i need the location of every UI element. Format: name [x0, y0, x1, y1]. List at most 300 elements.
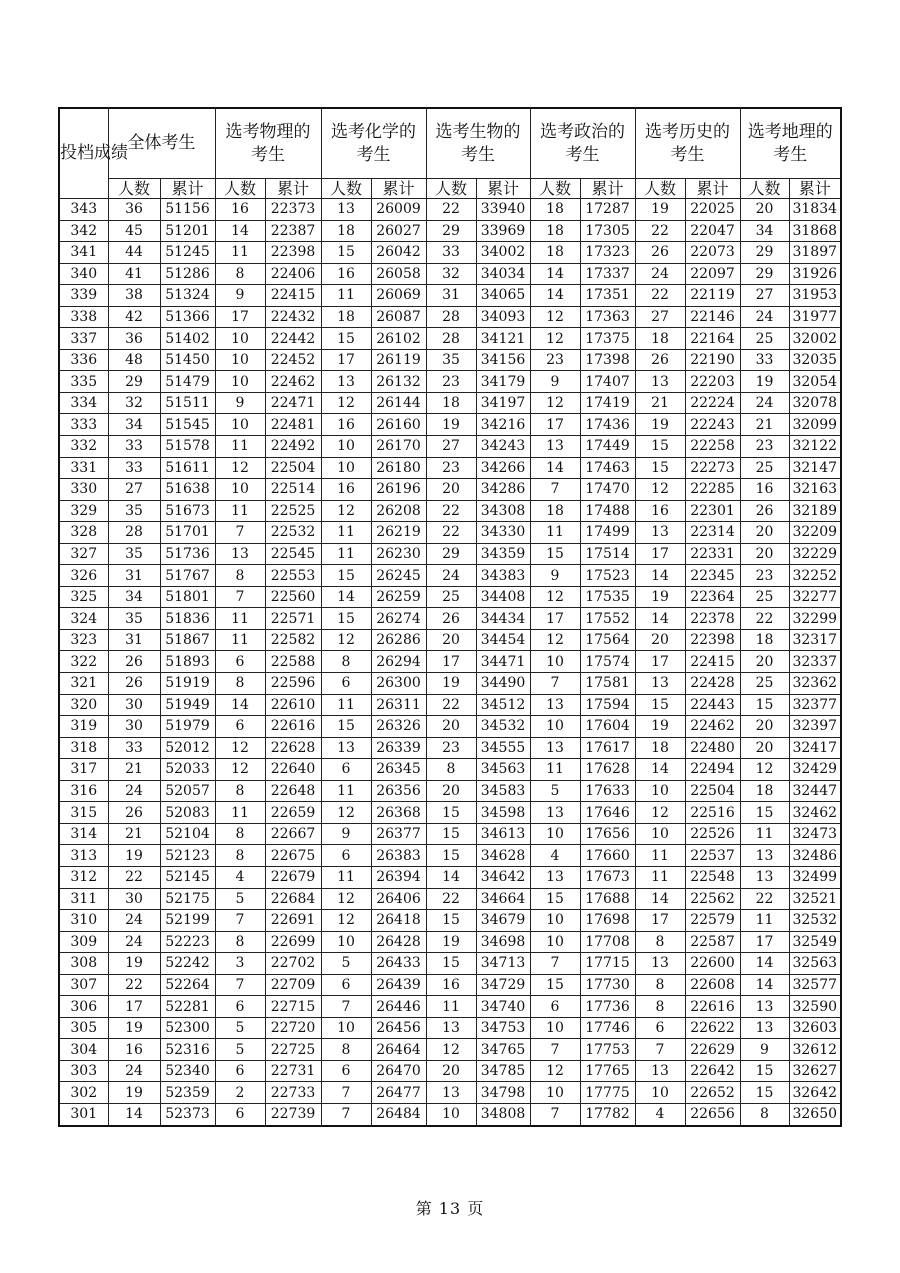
score-cell: 308: [59, 953, 108, 975]
count-cell: 17: [108, 996, 160, 1018]
count-cell: 17: [635, 910, 685, 932]
cumulative-cell: 26259: [371, 586, 426, 608]
count-cell: 15: [321, 328, 371, 350]
count-cell: 25: [740, 328, 789, 350]
table-row: [59, 392, 841, 414]
cumulative-cell: 22652: [685, 1082, 740, 1104]
cumulative-cell: 32549: [789, 931, 841, 953]
cumulative-cell: 52281: [160, 996, 215, 1018]
score-cell: 331: [59, 457, 108, 479]
cumulative-cell: 32163: [789, 479, 841, 501]
count-cell: 7: [321, 1103, 371, 1125]
count-cell: 17: [215, 306, 265, 328]
count-cell: 10: [215, 414, 265, 436]
cumulative-cell: 17337: [580, 263, 635, 285]
cumulative-cell: 26394: [371, 866, 426, 888]
count-cell: 24: [108, 910, 160, 932]
count-cell: 11: [426, 996, 476, 1018]
count-cell: 12: [321, 888, 371, 910]
count-cell: 13: [321, 199, 371, 221]
cumulative-cell: 17470: [580, 479, 635, 501]
count-cell: 20: [740, 522, 789, 544]
count-cell: 10: [321, 1017, 371, 1039]
cumulative-cell: 22699: [265, 931, 321, 953]
cumulative-cell: 17499: [580, 522, 635, 544]
cumulative-cell: 52300: [160, 1017, 215, 1039]
cumulative-cell: 22560: [265, 586, 321, 608]
score-cell: 321: [59, 673, 108, 695]
count-cell: 5: [215, 1017, 265, 1039]
cumulative-cell: 22553: [265, 565, 321, 587]
cumulative-cell: 22480: [685, 737, 740, 759]
cumulative-cell: 26245: [371, 565, 426, 587]
cumulative-cell: 34740: [476, 996, 530, 1018]
cumulative-cell: 22442: [265, 328, 321, 350]
cumulative-cell: 31977: [789, 306, 841, 328]
cumulative-cell: 22733: [265, 1082, 321, 1104]
count-cell: 29: [426, 543, 476, 565]
header-row-sublabels: [59, 179, 841, 199]
group-title: 选考历史的考生: [645, 121, 730, 165]
count-cell: 7: [530, 479, 580, 501]
cumulative-cell: 32590: [789, 996, 841, 1018]
cumulative-cell: 26042: [371, 242, 426, 264]
cumulative-cell: 17656: [580, 823, 635, 845]
cumulative-cell: 52145: [160, 866, 215, 888]
table-row: [59, 522, 841, 544]
cumulative-cell: 17673: [580, 866, 635, 888]
count-cell: 11: [740, 823, 789, 845]
count-cell: 12: [530, 306, 580, 328]
cumulative-cell: 34753: [476, 1017, 530, 1039]
count-cell: 11: [321, 780, 371, 802]
cumulative-cell: 22739: [265, 1103, 321, 1125]
cumulative-header: 累计: [160, 179, 215, 199]
table-row: [59, 866, 841, 888]
count-cell: 23: [740, 436, 789, 458]
count-cell: 29: [740, 242, 789, 264]
count-cell: 33: [108, 737, 160, 759]
count-cell: 36: [108, 328, 160, 350]
table-row: [59, 629, 841, 651]
score-cell: 323: [59, 629, 108, 651]
count-cell: 19: [635, 716, 685, 738]
cumulative-cell: 26069: [371, 285, 426, 307]
count-cell: 19: [108, 953, 160, 975]
cumulative-cell: 52104: [160, 823, 215, 845]
cumulative-cell: 26383: [371, 845, 426, 867]
cumulative-cell: 34765: [476, 1039, 530, 1061]
count-cell: 11: [321, 285, 371, 307]
count-cell: 8: [215, 931, 265, 953]
count-cell: 4: [635, 1103, 685, 1125]
cumulative-cell: 17564: [580, 629, 635, 651]
count-cell: 10: [530, 1017, 580, 1039]
count-cell: 24: [740, 306, 789, 328]
cumulative-cell: 22285: [685, 479, 740, 501]
cumulative-cell: 51511: [160, 392, 215, 414]
count-cell: 42: [108, 306, 160, 328]
count-cell: 15: [426, 802, 476, 824]
cumulative-cell: 17287: [580, 199, 635, 221]
count-cell: 13: [740, 1017, 789, 1039]
table-row: [59, 694, 841, 716]
count-cell: 10: [321, 436, 371, 458]
cumulative-cell: 22537: [685, 845, 740, 867]
score-cell: 330: [59, 479, 108, 501]
cumulative-cell: 22243: [685, 414, 740, 436]
count-cell: 10: [321, 457, 371, 479]
count-cell: 25: [426, 586, 476, 608]
cumulative-cell: 22628: [265, 737, 321, 759]
cumulative-cell: 32486: [789, 845, 841, 867]
cumulative-cell: 26027: [371, 220, 426, 242]
cumulative-cell: 22428: [685, 673, 740, 695]
count-cell: 15: [635, 457, 685, 479]
cumulative-cell: 22452: [265, 349, 321, 371]
cumulative-cell: 34471: [476, 651, 530, 673]
score-cell: 320: [59, 694, 108, 716]
count-cell: 11: [215, 802, 265, 824]
count-cell: 24: [108, 931, 160, 953]
count-cell: 22: [426, 500, 476, 522]
count-cell: 35: [426, 349, 476, 371]
count-cell: 20: [426, 1060, 476, 1082]
score-cell: 329: [59, 500, 108, 522]
count-cell: 8: [321, 651, 371, 673]
count-cell: 15: [321, 242, 371, 264]
score-cell: 309: [59, 931, 108, 953]
count-cell: 38: [108, 285, 160, 307]
count-cell: 12: [321, 392, 371, 414]
count-cell: 10: [530, 716, 580, 738]
cumulative-cell: 22471: [265, 392, 321, 414]
count-cell: 26: [108, 651, 160, 673]
cumulative-cell: 22345: [685, 565, 740, 587]
count-cell: 8: [215, 845, 265, 867]
count-cell: 10: [215, 479, 265, 501]
count-cell: 22: [635, 220, 685, 242]
count-cell: 26: [426, 608, 476, 630]
table-row: [59, 673, 841, 695]
cumulative-cell: 17753: [580, 1039, 635, 1061]
count-cell: 11: [635, 845, 685, 867]
count-cell: 19: [426, 931, 476, 953]
cumulative-cell: 51736: [160, 543, 215, 565]
cumulative-cell: 34308: [476, 500, 530, 522]
cumulative-cell: 17633: [580, 780, 635, 802]
count-header: 人数: [635, 179, 685, 199]
cumulative-cell: 22656: [685, 1103, 740, 1125]
cumulative-cell: 22119: [685, 285, 740, 307]
count-cell: 15: [530, 888, 580, 910]
cumulative-cell: 17660: [580, 845, 635, 867]
count-cell: 23: [426, 737, 476, 759]
cumulative-cell: 51245: [160, 242, 215, 264]
cumulative-cell: 26456: [371, 1017, 426, 1039]
cumulative-cell: 34454: [476, 629, 530, 651]
count-header: 人数: [740, 179, 789, 199]
table-row: [59, 823, 841, 845]
cumulative-cell: 26464: [371, 1039, 426, 1061]
cumulative-cell: 22462: [685, 716, 740, 738]
count-cell: 16: [635, 500, 685, 522]
cumulative-cell: 32499: [789, 866, 841, 888]
count-cell: 13: [635, 953, 685, 975]
cumulative-header: 累计: [685, 179, 740, 199]
group-header-politics: [530, 108, 635, 179]
score-cell: 303: [59, 1060, 108, 1082]
cumulative-cell: 26439: [371, 974, 426, 996]
count-cell: 10: [635, 780, 685, 802]
count-cell: 8: [635, 931, 685, 953]
cumulative-cell: 22443: [685, 694, 740, 716]
cumulative-header: 累计: [265, 179, 321, 199]
count-cell: 32: [108, 392, 160, 414]
count-cell: 14: [215, 220, 265, 242]
count-cell: 20: [740, 716, 789, 738]
score-cell: 314: [59, 823, 108, 845]
table-row: [59, 306, 841, 328]
count-cell: 14: [635, 759, 685, 781]
table-row: [59, 565, 841, 587]
count-cell: 13: [635, 1060, 685, 1082]
cumulative-cell: 26286: [371, 629, 426, 651]
cumulative-cell: 17736: [580, 996, 635, 1018]
count-cell: 24: [426, 565, 476, 587]
cumulative-cell: 17646: [580, 802, 635, 824]
cumulative-cell: 22579: [685, 910, 740, 932]
cumulative-cell: 22622: [685, 1017, 740, 1039]
count-cell: 15: [426, 845, 476, 867]
table-row: [59, 285, 841, 307]
cumulative-cell: 52340: [160, 1060, 215, 1082]
count-cell: 20: [426, 716, 476, 738]
cumulative-cell: 22047: [685, 220, 740, 242]
count-cell: 10: [530, 651, 580, 673]
cumulative-cell: 51893: [160, 651, 215, 673]
cumulative-cell: 22301: [685, 500, 740, 522]
count-cell: 18: [530, 500, 580, 522]
cumulative-cell: 34383: [476, 565, 530, 587]
count-cell: 12: [635, 479, 685, 501]
cumulative-cell: 17463: [580, 457, 635, 479]
cumulative-cell: 17765: [580, 1060, 635, 1082]
count-cell: 16: [108, 1039, 160, 1061]
cumulative-cell: 22258: [685, 436, 740, 458]
table-header: [59, 108, 841, 199]
cumulative-cell: 34286: [476, 479, 530, 501]
count-cell: 6: [321, 759, 371, 781]
cumulative-cell: 51979: [160, 716, 215, 738]
group-title: 选考政治的考生: [540, 121, 625, 165]
cumulative-cell: 17746: [580, 1017, 635, 1039]
count-cell: 11: [215, 242, 265, 264]
count-cell: 26: [108, 673, 160, 695]
cumulative-cell: 32099: [789, 414, 841, 436]
count-cell: 18: [530, 242, 580, 264]
cumulative-cell: 22387: [265, 220, 321, 242]
cumulative-cell: 22610: [265, 694, 321, 716]
count-cell: 22: [108, 866, 160, 888]
table-body: [59, 199, 841, 1126]
group-header-biology: [426, 108, 530, 179]
cumulative-cell: 51919: [160, 673, 215, 695]
score-cell: 325: [59, 586, 108, 608]
count-cell: 15: [530, 974, 580, 996]
count-cell: 5: [530, 780, 580, 802]
count-cell: 16: [426, 974, 476, 996]
count-cell: 22: [740, 888, 789, 910]
cumulative-cell: 26208: [371, 500, 426, 522]
count-cell: 6: [215, 651, 265, 673]
cumulative-cell: 32521: [789, 888, 841, 910]
group-header-history: [635, 108, 740, 179]
count-cell: 15: [530, 543, 580, 565]
cumulative-cell: 26339: [371, 737, 426, 759]
cumulative-cell: 22406: [265, 263, 321, 285]
count-cell: 24: [108, 780, 160, 802]
table-row: [59, 242, 841, 264]
table-row: [59, 759, 841, 781]
cumulative-cell: 22562: [685, 888, 740, 910]
count-cell: 11: [321, 866, 371, 888]
count-cell: 16: [215, 199, 265, 221]
cumulative-cell: 51836: [160, 608, 215, 630]
cumulative-cell: 17407: [580, 371, 635, 393]
count-cell: 44: [108, 242, 160, 264]
cumulative-cell: 26326: [371, 716, 426, 738]
count-header: 人数: [321, 179, 371, 199]
count-cell: 30: [108, 694, 160, 716]
cumulative-cell: 51324: [160, 285, 215, 307]
cumulative-cell: 22600: [685, 953, 740, 975]
count-cell: 7: [635, 1039, 685, 1061]
count-cell: 6: [215, 996, 265, 1018]
cumulative-cell: 17449: [580, 436, 635, 458]
cumulative-cell: 26102: [371, 328, 426, 350]
count-cell: 22: [426, 522, 476, 544]
count-cell: 36: [108, 199, 160, 221]
cumulative-cell: 17488: [580, 500, 635, 522]
cumulative-cell: 51611: [160, 457, 215, 479]
count-cell: 12: [530, 1060, 580, 1082]
cumulative-cell: 22097: [685, 263, 740, 285]
count-cell: 5: [321, 953, 371, 975]
count-cell: 18: [635, 737, 685, 759]
count-cell: 13: [740, 996, 789, 1018]
cumulative-cell: 22378: [685, 608, 740, 630]
cumulative-cell: 26446: [371, 996, 426, 1018]
count-cell: 29: [426, 220, 476, 242]
count-cell: 19: [426, 414, 476, 436]
count-cell: 27: [635, 306, 685, 328]
count-cell: 12: [530, 328, 580, 350]
count-cell: 13: [426, 1082, 476, 1104]
count-cell: 13: [426, 1017, 476, 1039]
table-row: [59, 931, 841, 953]
count-cell: 9: [321, 823, 371, 845]
count-cell: 16: [321, 263, 371, 285]
table-row: [59, 802, 841, 824]
table-row: [59, 780, 841, 802]
cumulative-cell: 51801: [160, 586, 215, 608]
cumulative-cell: 22709: [265, 974, 321, 996]
cumulative-cell: 34628: [476, 845, 530, 867]
count-cell: 17: [740, 931, 789, 953]
count-cell: 19: [635, 414, 685, 436]
cumulative-cell: 31868: [789, 220, 841, 242]
cumulative-cell: 51701: [160, 522, 215, 544]
cumulative-cell: 22642: [685, 1060, 740, 1082]
count-cell: 24: [635, 263, 685, 285]
cumulative-cell: 17305: [580, 220, 635, 242]
count-cell: 14: [530, 263, 580, 285]
cumulative-cell: 52373: [160, 1103, 215, 1125]
count-cell: 20: [740, 199, 789, 221]
cumulative-cell: 22526: [685, 823, 740, 845]
cumulative-cell: 34408: [476, 586, 530, 608]
cumulative-cell: 22364: [685, 586, 740, 608]
cumulative-cell: 31926: [789, 263, 841, 285]
cumulative-cell: 17523: [580, 565, 635, 587]
cumulative-cell: 34512: [476, 694, 530, 716]
count-cell: 12: [215, 457, 265, 479]
cumulative-cell: 26274: [371, 608, 426, 630]
cumulative-cell: 22702: [265, 953, 321, 975]
cumulative-cell: 34532: [476, 716, 530, 738]
cumulative-cell: 26009: [371, 199, 426, 221]
count-cell: 18: [740, 780, 789, 802]
cumulative-cell: 22398: [265, 242, 321, 264]
count-cell: 13: [635, 371, 685, 393]
cumulative-cell: 34679: [476, 910, 530, 932]
cumulative-cell: 26406: [371, 888, 426, 910]
table-row: [59, 651, 841, 673]
count-cell: 6: [321, 673, 371, 695]
score-cell: 334: [59, 392, 108, 414]
count-cell: 48: [108, 349, 160, 371]
table-row: [59, 1060, 841, 1082]
count-cell: 17: [530, 608, 580, 630]
count-cell: 14: [108, 1103, 160, 1125]
count-cell: 10: [426, 1103, 476, 1125]
cumulative-cell: 22725: [265, 1039, 321, 1061]
cumulative-cell: 32473: [789, 823, 841, 845]
count-cell: 22: [426, 199, 476, 221]
cumulative-cell: 17323: [580, 242, 635, 264]
cumulative-cell: 52199: [160, 910, 215, 932]
count-cell: 18: [635, 328, 685, 350]
cumulative-cell: 51286: [160, 263, 215, 285]
cumulative-cell: 51578: [160, 436, 215, 458]
table-row: [59, 457, 841, 479]
count-cell: 25: [740, 457, 789, 479]
cumulative-cell: 33969: [476, 220, 530, 242]
count-cell: 7: [215, 910, 265, 932]
cumulative-cell: 22462: [265, 371, 321, 393]
count-cell: 19: [108, 845, 160, 867]
table-row: [59, 1082, 841, 1104]
cumulative-cell: 26119: [371, 349, 426, 371]
cumulative-cell: 26144: [371, 392, 426, 414]
count-cell: 12: [635, 802, 685, 824]
count-header: 人数: [530, 179, 580, 199]
cumulative-cell: 22582: [265, 629, 321, 651]
cumulative-cell: 51450: [160, 349, 215, 371]
cumulative-cell: 22504: [685, 780, 740, 802]
cumulative-cell: 22398: [685, 629, 740, 651]
